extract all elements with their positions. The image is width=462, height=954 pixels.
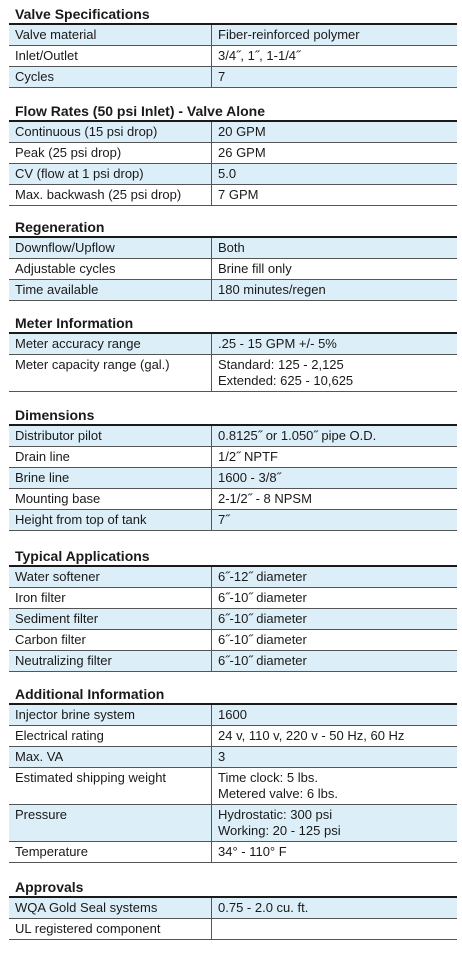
spec-row <box>9 67 457 88</box>
spec-value <box>212 185 458 206</box>
spec-value-line: 20 GPM <box>218 124 266 139</box>
spec-value-line: .25 - 15 GPM +/- 5% <box>218 336 337 351</box>
section-title: Approvals <box>9 877 457 898</box>
spec-value <box>212 238 458 259</box>
spec-row <box>9 143 457 164</box>
spec-row <box>9 705 457 726</box>
spec-row <box>9 567 457 588</box>
spec-label: Valve material <box>9 25 212 46</box>
spec-value-line <box>218 921 451 937</box>
spec-value-line: Brine fill only <box>218 261 292 276</box>
spec-value-line: 1600 <box>218 707 247 722</box>
spec-value <box>212 259 458 280</box>
spec-row <box>9 588 457 609</box>
spec-label: Inlet/Outlet <box>9 46 212 67</box>
spec-label: Water softener <box>9 567 212 588</box>
spec-value-line: 24 v, 110 v, 220 v - 50 Hz, 60 Hz <box>218 728 405 743</box>
spec-value <box>212 489 458 510</box>
spec-value-line: 7˝ <box>218 512 230 527</box>
spec-row <box>9 726 457 747</box>
spec-label: CV (flow at 1 psi drop) <box>9 164 212 185</box>
spec-label: Max. VA <box>9 747 212 768</box>
spec-label: Meter capacity range (gal.) <box>9 355 212 392</box>
spec-row <box>9 898 457 919</box>
spec-value-line: Both <box>218 240 245 255</box>
spec-value <box>212 46 458 67</box>
spec-value-line: Working: 20 - 125 psi <box>218 823 341 838</box>
spec-value <box>212 919 458 940</box>
spec-value <box>212 651 458 672</box>
spec-value <box>212 164 458 185</box>
spec-value-line: Hydrostatic: 300 psi <box>218 807 333 822</box>
spec-section <box>9 217 457 301</box>
spec-row <box>9 426 457 447</box>
spec-value-line: 0.75 - 2.0 cu. ft. <box>218 900 309 915</box>
spec-label: Continuous (15 psi drop) <box>9 122 212 143</box>
spec-value-line: 3 <box>218 749 226 764</box>
spec-value <box>212 567 458 588</box>
spec-value-line: Fiber-reinforced polymer <box>218 27 360 42</box>
spec-label: Time available <box>9 280 212 301</box>
spec-value-line: 7 <box>218 69 226 84</box>
spec-table <box>9 122 457 206</box>
spec-table <box>9 238 457 301</box>
spec-label: Carbon filter <box>9 630 212 651</box>
spec-table <box>9 25 457 88</box>
spec-row <box>9 259 457 280</box>
spec-value <box>212 67 458 88</box>
spec-section <box>9 101 457 206</box>
spec-value-line: 6˝-12˝ diameter <box>218 569 307 584</box>
spec-value-line: 1/2˝ NPTF <box>218 449 278 464</box>
section-title: Meter Information <box>9 313 457 334</box>
spec-table <box>9 567 457 672</box>
spec-value <box>212 747 458 768</box>
spec-value <box>212 280 458 301</box>
spec-value-line: Extended: 625 - 10,625 <box>218 373 354 388</box>
spec-table <box>9 334 457 392</box>
spec-row <box>9 468 457 489</box>
section-title: Regeneration <box>9 217 457 238</box>
spec-label: Neutralizing filter <box>9 651 212 672</box>
spec-label: Distributor pilot <box>9 426 212 447</box>
section-title: Additional Information <box>9 684 457 705</box>
spec-row <box>9 510 457 531</box>
spec-label: UL registered component <box>9 919 212 940</box>
spec-value-line: 6˝-10˝ diameter <box>218 611 307 626</box>
spec-table <box>9 426 457 531</box>
spec-label: Max. backwash (25 psi drop) <box>9 185 212 206</box>
spec-row <box>9 747 457 768</box>
spec-label: Sediment filter <box>9 609 212 630</box>
spec-value-line: 1600 - 3/8˝ <box>218 470 281 485</box>
spec-value-line: 6˝-10˝ diameter <box>218 632 307 647</box>
spec-table <box>9 705 457 863</box>
section-title: Dimensions <box>9 405 457 426</box>
spec-row <box>9 238 457 259</box>
spec-value <box>212 588 458 609</box>
spec-value <box>212 630 458 651</box>
spec-label: Estimated shipping weight <box>9 768 212 805</box>
spec-section <box>9 405 457 531</box>
spec-label: Mounting base <box>9 489 212 510</box>
spec-row <box>9 164 457 185</box>
spec-row <box>9 489 457 510</box>
spec-section <box>9 684 457 863</box>
spec-value <box>212 609 458 630</box>
spec-label: Temperature <box>9 842 212 863</box>
spec-value-line: 6˝-10˝ diameter <box>218 653 307 668</box>
spec-value-line: 34° - 110° F <box>218 844 287 859</box>
spec-label: Iron filter <box>9 588 212 609</box>
spec-row <box>9 46 457 67</box>
spec-value-line: Standard: 125 - 2,125 <box>218 357 344 372</box>
spec-table <box>9 898 457 940</box>
spec-value-line: 3/4˝, 1˝, 1-1/4˝ <box>218 48 301 63</box>
spec-label: Brine line <box>9 468 212 489</box>
spec-row <box>9 280 457 301</box>
spec-value <box>212 726 458 747</box>
spec-value <box>212 898 458 919</box>
spec-label: Adjustable cycles <box>9 259 212 280</box>
spec-value <box>212 705 458 726</box>
spec-row <box>9 805 457 842</box>
spec-label: Height from top of tank <box>9 510 212 531</box>
spec-row <box>9 334 457 355</box>
spec-value-line: 7 GPM <box>218 187 259 202</box>
spec-label: Peak (25 psi drop) <box>9 143 212 164</box>
spec-section <box>9 4 457 88</box>
spec-value-line: Time clock: 5 lbs. <box>218 770 318 785</box>
spec-row <box>9 609 457 630</box>
spec-label: WQA Gold Seal systems <box>9 898 212 919</box>
spec-row <box>9 842 457 863</box>
section-title: Typical Applications <box>9 546 457 567</box>
spec-row <box>9 919 457 940</box>
spec-section <box>9 313 457 392</box>
spec-label: Drain line <box>9 447 212 468</box>
spec-value <box>212 143 458 164</box>
spec-value-line: 0.8125˝ or 1.050˝ pipe O.D. <box>218 428 377 443</box>
spec-label: Downflow/Upflow <box>9 238 212 259</box>
spec-value-line: 2-1/2˝ - 8 NPSM <box>218 491 312 506</box>
spec-row <box>9 630 457 651</box>
spec-value <box>212 842 458 863</box>
spec-value <box>212 768 458 805</box>
spec-value <box>212 426 458 447</box>
spec-row <box>9 447 457 468</box>
spec-label: Meter accuracy range <box>9 334 212 355</box>
spec-row <box>9 651 457 672</box>
spec-value <box>212 447 458 468</box>
spec-value <box>212 122 458 143</box>
spec-label: Cycles <box>9 67 212 88</box>
spec-value-line: 180 minutes/regen <box>218 282 326 297</box>
spec-row <box>9 25 457 46</box>
spec-value <box>212 468 458 489</box>
spec-value-line: 6˝-10˝ diameter <box>218 590 307 605</box>
spec-value <box>212 805 458 842</box>
spec-value <box>212 355 458 392</box>
section-title: Valve Specifications <box>9 4 457 25</box>
spec-label: Electrical rating <box>9 726 212 747</box>
spec-section <box>9 546 457 672</box>
spec-section <box>9 877 457 940</box>
spec-value-line: 26 GPM <box>218 145 266 160</box>
spec-value <box>212 510 458 531</box>
spec-label: Injector brine system <box>9 705 212 726</box>
spec-row <box>9 768 457 805</box>
spec-row <box>9 185 457 206</box>
section-title: Flow Rates (50 psi Inlet) - Valve Alone <box>9 101 457 122</box>
spec-value-line: 5.0 <box>218 166 237 181</box>
spec-row <box>9 355 457 392</box>
spec-row <box>9 122 457 143</box>
spec-value-line: Metered valve: 6 lbs. <box>218 786 338 801</box>
spec-value <box>212 334 458 355</box>
spec-label: Pressure <box>9 805 212 842</box>
spec-value <box>212 25 458 46</box>
